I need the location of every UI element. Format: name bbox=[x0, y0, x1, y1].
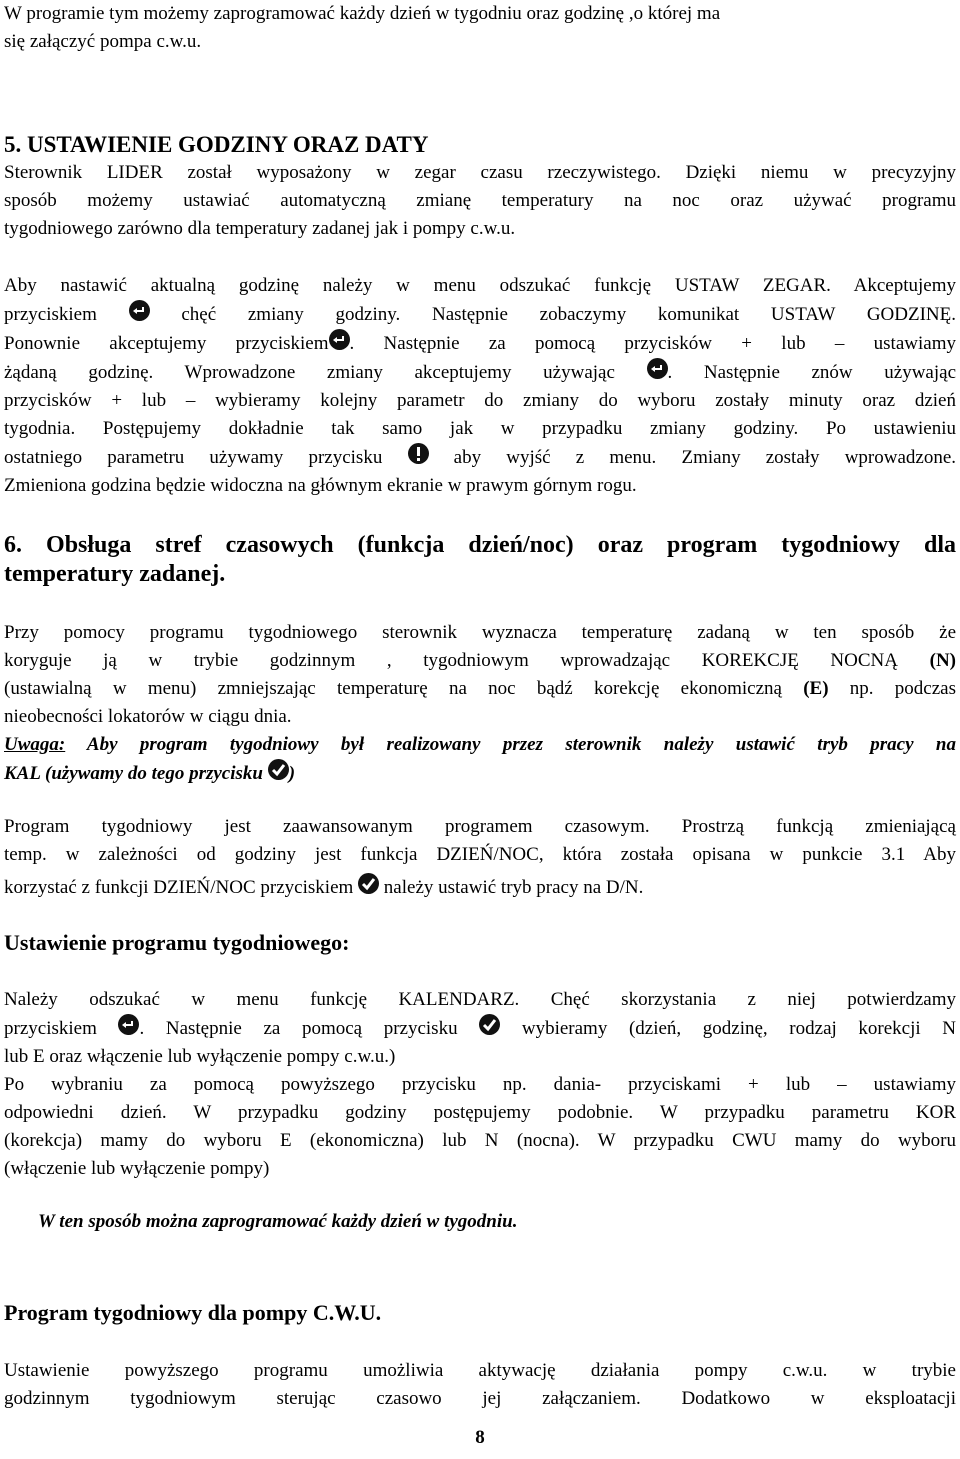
text-fragment: (E) bbox=[803, 678, 829, 699]
warning-line bbox=[4, 731, 956, 759]
cwu-paragraph bbox=[4, 1357, 956, 1413]
warning-label: Uwaga: bbox=[4, 734, 66, 755]
text-fragment: Aby program tygodniowy był realizowany przez sterownik należy ustawić tryb pracy na bbox=[65, 734, 956, 755]
text-line: Należy odszukać w menu funkcję KALENDARZ. Chęć skorzystania z niej potwierdzamy bbox=[4, 989, 956, 1010]
weekly-program-section bbox=[4, 929, 956, 957]
text-line: (korekcja) mamy do wyboru E (ekonomiczna) lub N (nocna). W przypadku CWU mamy do wyboru bbox=[4, 1130, 956, 1151]
text-line: Program tygodniowy jest zaawansowanym programem czasowym. Prostrzą funkcją zmieniającą bbox=[4, 816, 956, 837]
mode-button-icon bbox=[268, 759, 289, 780]
exit-button-icon bbox=[408, 443, 429, 464]
section-6-paragraph-1 bbox=[4, 619, 956, 788]
text-line bbox=[4, 647, 956, 675]
intro-paragraph bbox=[4, 0, 956, 56]
text-line bbox=[4, 443, 956, 472]
text-fragment: przyciskiem bbox=[4, 304, 97, 325]
warning-line bbox=[4, 759, 956, 788]
text-line: Zmieniona godzina będzie widoczna na głównym ekranie w prawym górnym rogu. bbox=[4, 475, 637, 496]
text-fragment: (N) bbox=[929, 650, 957, 671]
text-line: przycisków + lub – wybieramy kolejny parametr do zmiany do wyboru zostały minuty oraz dzień bbox=[4, 390, 956, 411]
text-line bbox=[4, 675, 956, 703]
enter-button-icon bbox=[329, 329, 350, 350]
section-6-heading bbox=[4, 531, 956, 589]
text-fragment: . Następnie za pomocą przycisku bbox=[139, 1018, 458, 1039]
text-line: temp. w zależności od godziny jest funkcja DZIEŃ/NOC, która została opisana w punkcie 3.1 Aby bbox=[4, 844, 956, 865]
enter-button-icon bbox=[118, 1014, 139, 1035]
text-line bbox=[4, 300, 956, 329]
section-heading: 5. USTAWIENIE GODZINY ORAZ DATY bbox=[4, 132, 429, 157]
text-line: lub E oraz włączenie lub wyłączenie pompy c.w.u.) bbox=[4, 1046, 396, 1067]
enter-button-icon bbox=[647, 358, 668, 379]
weekly-paragraph-1 bbox=[4, 986, 956, 1183]
text-line: nieobecności lokatorów w ciągu dnia. bbox=[4, 706, 292, 727]
text-fragment: ) bbox=[288, 763, 296, 784]
section-heading: Program tygodniowy dla pompy C.W.U. bbox=[4, 1300, 382, 1325]
text-fragment: wybieramy (dzień, godzinę, rodzaj korekcji N bbox=[521, 1018, 956, 1039]
section-6-paragraph-2 bbox=[4, 813, 956, 902]
text-fragment: chęć zmiany godziny. Następnie zobaczymy komunikat USTAW GODZINĘ. bbox=[181, 304, 956, 325]
enter-button-icon bbox=[129, 300, 150, 321]
text-fragment: . Następnie za pomocą przycisków + lub – ustawiamy bbox=[349, 333, 956, 354]
section-heading: temperatury zadanej. bbox=[4, 561, 226, 587]
text-fragment: należy ustawić tryb pracy na D/N. bbox=[383, 877, 644, 898]
text-line: godzinnym tygodniowym sterując czasowo jej załączaniem. Dodatkowo w eksploatacji bbox=[4, 1388, 956, 1409]
text-line: Sterownik LIDER został wyposażony w zegar czasu rzeczywistego. Dzięki niemu w precyzyjny bbox=[4, 162, 956, 183]
text-fragment: korzystać z funkcji DZIEŃ/NOC przyciskiem bbox=[4, 877, 354, 898]
text-line: odpowiedni dzień. W przypadku godziny postępujemy podobnie. W przypadku parametru KOR bbox=[4, 1102, 956, 1123]
text-line: tygodniowego zarówno dla temperatury zadanej jak i pompy c.w.u. bbox=[4, 218, 516, 239]
text-fragment: Ponownie akceptujemy przyciskiem bbox=[4, 333, 329, 354]
text-line bbox=[4, 873, 956, 902]
text-line: tygodnia. Postępujemy dokładnie tak samo jak w przypadku zmiany godziny. Po ustawieniu bbox=[4, 418, 956, 439]
section-5-paragraph-2 bbox=[4, 272, 956, 500]
text-line bbox=[4, 329, 956, 358]
mode-button-icon bbox=[358, 873, 379, 894]
text-fragment: (ustawialną w menu) zmniejszając temperaturę na noc bądź korekcję ekonomiczną bbox=[4, 678, 782, 699]
text-line bbox=[4, 1014, 956, 1043]
text-fragment: ostatniego parametru używamy przycisku bbox=[4, 447, 383, 468]
page-number: 8 bbox=[475, 1427, 485, 1448]
text-line: Przy pomocy programu tygodniowego sterownik wyznacza temperaturę zadaną w ten sposób że bbox=[4, 622, 956, 643]
text-line: W programie tym możemy zaprogramować każdy dzień w tygodniu oraz godzinę ,o której ma bbox=[4, 3, 721, 24]
section-heading: 6. Obsługa stref czasowych (funkcja dzień/noc) oraz program tygodniowy dla bbox=[4, 532, 956, 558]
text-fragment: np. podczas bbox=[849, 678, 956, 699]
text-line bbox=[4, 358, 956, 387]
section-5 bbox=[4, 130, 956, 243]
text-line: się załączyć pompa c.w.u. bbox=[4, 31, 202, 52]
text-line: Aby nastawić aktualną godzinę należy w menu odszukać funkcję USTAW ZEGAR. Akceptujemy bbox=[4, 275, 956, 296]
section-heading: Ustawienie programu tygodniowego: bbox=[4, 930, 350, 955]
text-line: (włączenie lub wyłączenie pompy) bbox=[4, 1158, 270, 1179]
mode-button-icon bbox=[479, 1014, 500, 1035]
text-fragment: KAL (używamy do tego przycisku bbox=[4, 763, 263, 784]
text-fragment: przyciskiem bbox=[4, 1018, 97, 1039]
text-line: Po wybraniu za pomocą powyższego przycisku np. dania- przyciskami + lub – ustawiamy bbox=[4, 1074, 956, 1095]
closing-note: W ten sposób można zaprogramować każdy dzień w tygodniu. bbox=[38, 1211, 518, 1232]
text-line: Ustawienie powyższego programu umożliwia aktywację działania pompy c.w.u. w trybie bbox=[4, 1360, 956, 1381]
text-fragment: . Następnie znów używając bbox=[667, 362, 957, 383]
text-fragment: żądaną godzinę. Wprowadzone zmiany akceptujemy używając bbox=[4, 362, 615, 383]
text-line: sposób możemy ustawiać automatyczną zmianę temperatury na noc oraz używać programu bbox=[4, 190, 956, 211]
text-fragment: aby wyjść z menu. Zmiany zostały wprowadzone. bbox=[453, 447, 957, 468]
text-fragment: koryguje ją w trybie godzinnym , tygodniowym wprowadzając KOREKCJĘ NOCNĄ bbox=[4, 650, 898, 671]
